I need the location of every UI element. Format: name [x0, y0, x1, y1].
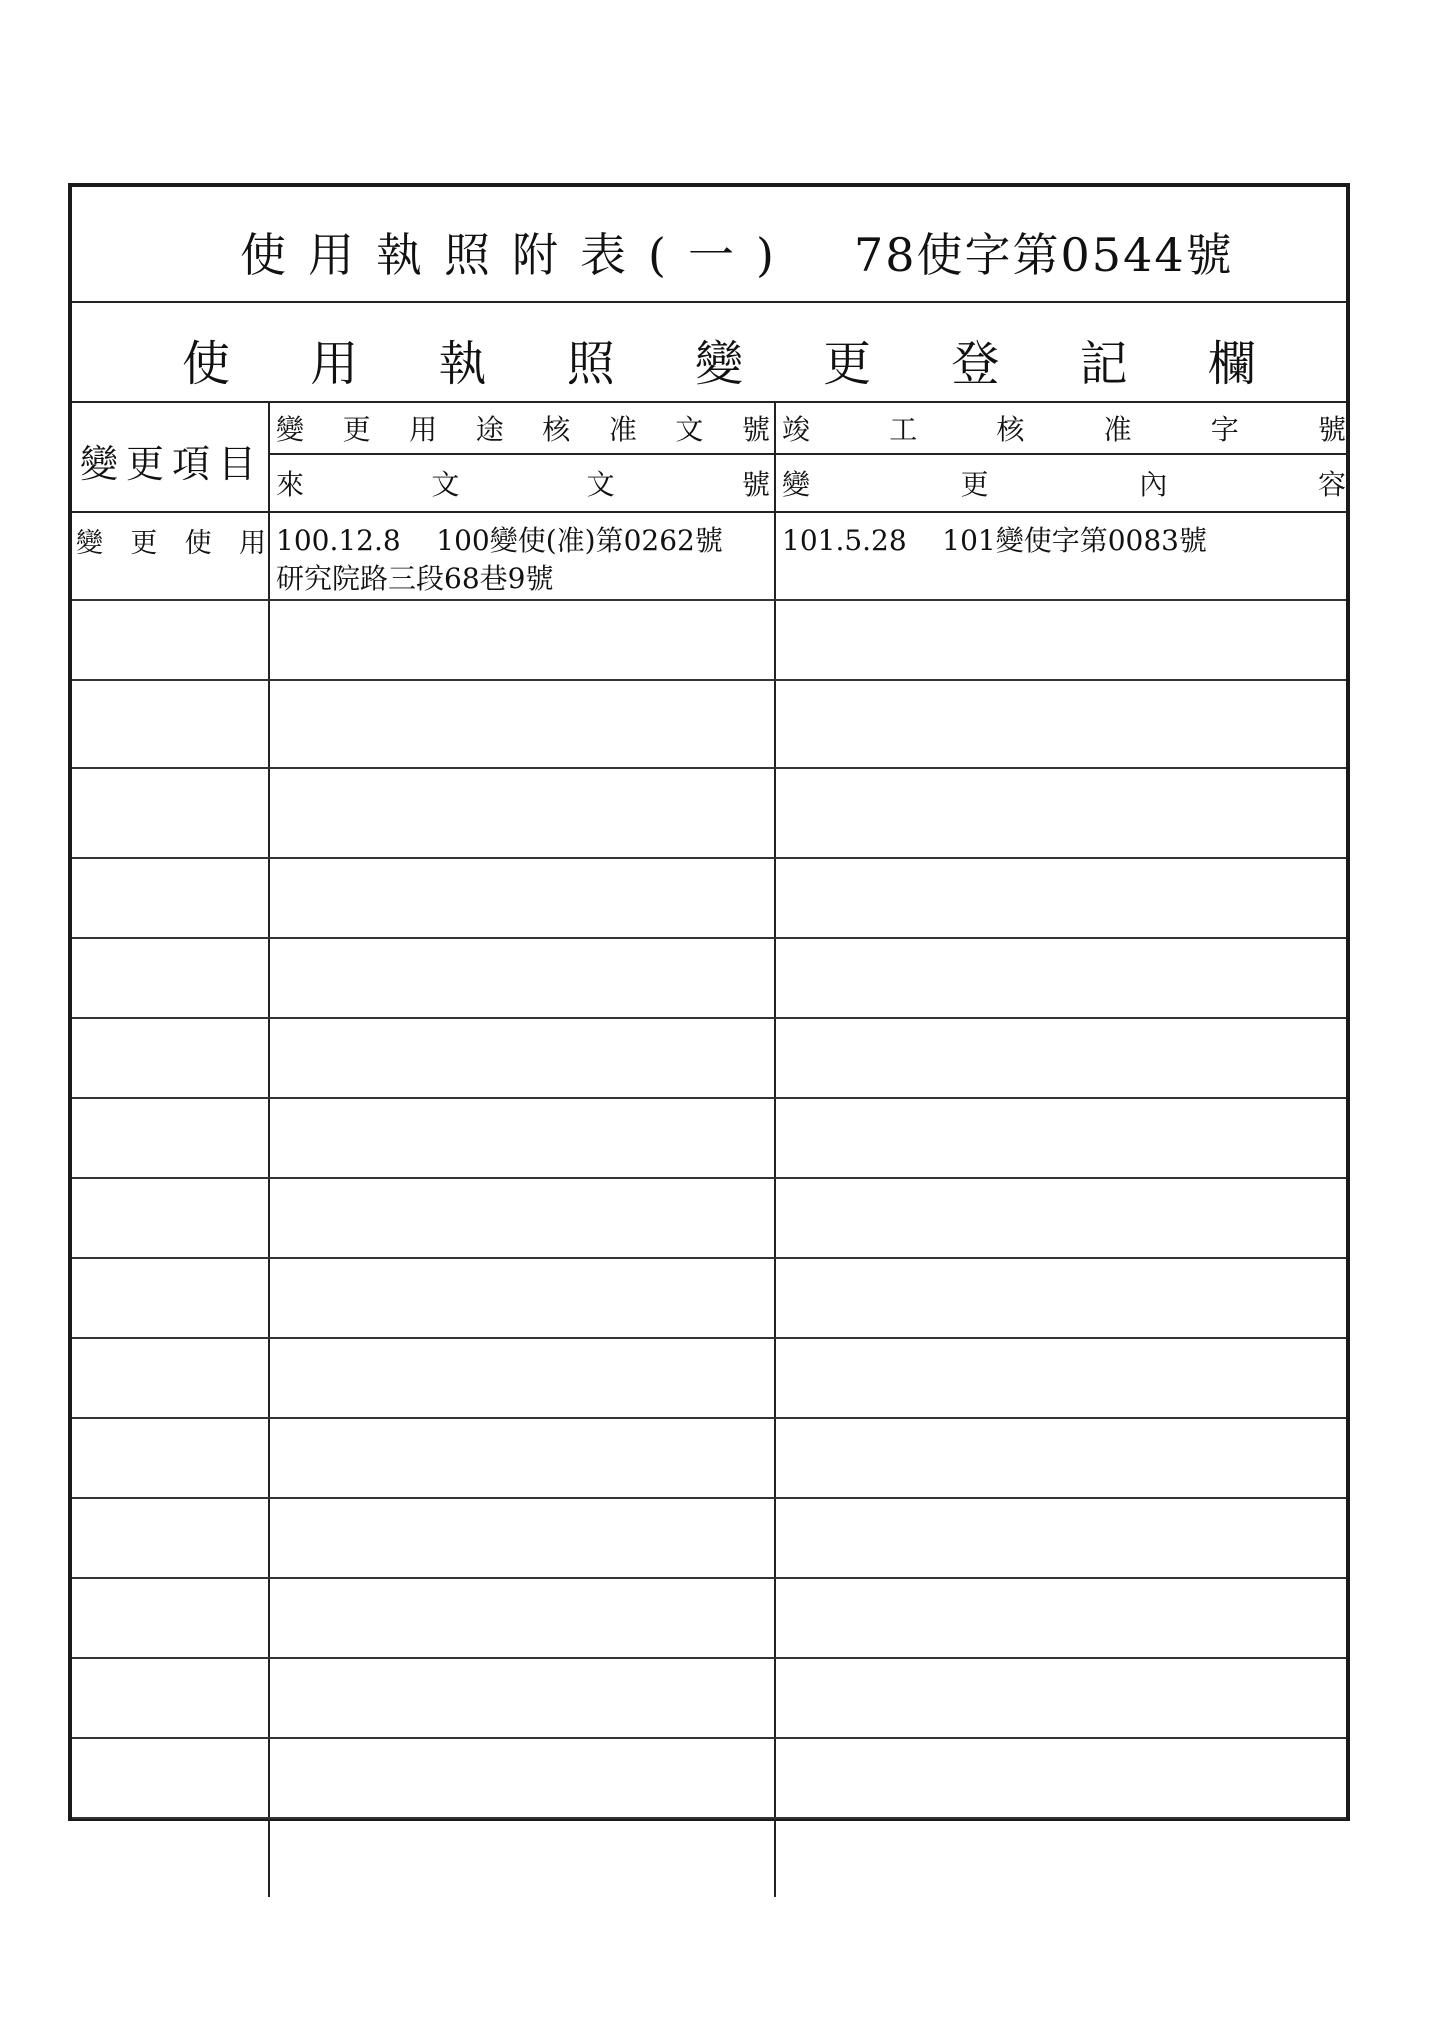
table-row — [72, 859, 1346, 939]
header-char: 核 — [996, 413, 1025, 446]
approval-cell — [270, 1339, 776, 1417]
subtitle-char: 變 — [694, 336, 743, 392]
table-row — [72, 1659, 1346, 1739]
table-row — [72, 769, 1346, 859]
header-change-item-label: 變更項目 — [80, 442, 265, 486]
approval-cell — [270, 939, 776, 1017]
subtitle-row — [72, 303, 1346, 403]
incoming-number: 研究院路三段68巷9號 — [276, 562, 554, 595]
change-item-cell — [72, 1419, 270, 1497]
change-item-cell — [72, 1339, 270, 1417]
table-row — [72, 1099, 1346, 1179]
completion-cell — [776, 1179, 1350, 1257]
subtitle-char: 記 — [1079, 336, 1128, 392]
approval-cell — [270, 1179, 776, 1257]
table-row — [72, 1739, 1346, 1819]
header-char: 更 — [960, 468, 989, 501]
table-row — [72, 939, 1346, 1019]
table-body — [72, 513, 1346, 1897]
table-row — [72, 513, 1346, 601]
completion-cell — [776, 859, 1350, 937]
table-row — [72, 601, 1346, 681]
header-char: 用 — [409, 413, 438, 446]
header-char: 竣 — [782, 413, 811, 446]
change-item-char: 使 — [184, 528, 212, 559]
completion-cell — [776, 1259, 1350, 1337]
change-item-cell — [72, 1259, 270, 1337]
change-item-cell — [72, 859, 270, 937]
header-char: 文 — [675, 413, 704, 446]
subtitle-char: 照 — [566, 336, 615, 392]
change-item-cell — [72, 1499, 270, 1577]
change-item-cell — [72, 939, 270, 1017]
header-char: 工 — [889, 413, 918, 446]
header-char: 途 — [475, 413, 504, 446]
table-row — [72, 1179, 1346, 1259]
change-item-cell — [72, 1019, 270, 1097]
completion-cell — [776, 769, 1350, 857]
permit-table — [68, 183, 1350, 1821]
subtitle-char: 用 — [310, 336, 359, 392]
header-char: 容 — [1317, 468, 1346, 501]
approval-number: 100.12.8 100變使(准)第0262號 — [276, 524, 723, 557]
approval-cell — [270, 513, 776, 599]
change-item-cell — [72, 1579, 270, 1657]
header-char: 文 — [431, 468, 460, 501]
header-char: 文 — [586, 468, 615, 501]
approval-cell — [270, 1019, 776, 1097]
header-change-content — [776, 455, 1350, 511]
completion-cell — [776, 1579, 1350, 1657]
document-title: 使用執照附表(一) — [240, 228, 796, 282]
subtitle-char: 登 — [951, 336, 1000, 392]
header-char: 字 — [1210, 413, 1239, 446]
completion-cell — [776, 681, 1350, 767]
approval-cell — [270, 1819, 776, 1897]
header-char: 號 — [741, 413, 770, 446]
approval-cell — [270, 1419, 776, 1497]
change-item-cell — [72, 513, 270, 599]
completion-cell — [776, 1739, 1350, 1817]
table-row — [72, 1019, 1346, 1099]
header-approval-number — [270, 403, 776, 455]
completion-cell — [776, 1339, 1350, 1417]
subtitle — [182, 325, 1256, 394]
approval-cell — [270, 769, 776, 857]
approval-cell — [270, 1259, 776, 1337]
completion-cell — [776, 1099, 1350, 1177]
header-completion-number — [776, 403, 1350, 455]
table-row — [72, 1419, 1346, 1499]
header-incoming-number — [270, 455, 776, 511]
table-row — [72, 1819, 1346, 1897]
table-row — [72, 1499, 1346, 1579]
table-row — [72, 681, 1346, 769]
title-row — [72, 187, 1346, 303]
change-item-cell — [72, 1739, 270, 1817]
header-char: 號 — [1317, 413, 1346, 446]
change-item-cell — [72, 769, 270, 857]
header-char: 來 — [276, 468, 305, 501]
header-char: 號 — [741, 468, 770, 501]
subtitle-char: 執 — [438, 336, 487, 392]
header-change-item — [72, 403, 270, 511]
header-char: 變 — [782, 468, 811, 501]
approval-cell — [270, 859, 776, 937]
approval-cell — [270, 681, 776, 767]
change-item-cell — [72, 601, 270, 679]
subtitle-char: 欄 — [1207, 336, 1256, 392]
approval-cell — [270, 1659, 776, 1737]
approval-cell — [270, 1499, 776, 1577]
completion-cell — [776, 939, 1350, 1017]
completion-cell — [776, 1659, 1350, 1737]
change-item-char: 更 — [130, 528, 158, 559]
completion-cell — [776, 601, 1350, 679]
table-row — [72, 1579, 1346, 1659]
approval-cell — [270, 1739, 776, 1817]
completion-cell — [776, 1419, 1350, 1497]
table-row — [72, 1339, 1346, 1419]
header-char: 內 — [1139, 468, 1168, 501]
approval-cell — [270, 1579, 776, 1657]
table-row — [72, 1259, 1346, 1339]
change-item-cell — [72, 1099, 270, 1177]
header-char: 准 — [608, 413, 637, 446]
change-item-char: 變 — [76, 528, 103, 559]
completion-cell — [776, 1819, 1350, 1897]
approval-cell — [270, 601, 776, 679]
header-char: 准 — [1103, 413, 1132, 446]
change-item-cell — [72, 1819, 270, 1897]
completion-cell — [776, 513, 1350, 599]
subtitle-char: 使 — [182, 336, 231, 392]
subtitle-char: 更 — [823, 336, 872, 392]
header-char: 更 — [342, 413, 371, 446]
header-char: 核 — [542, 413, 571, 446]
change-item-cell — [72, 1659, 270, 1737]
change-item-cell — [72, 681, 270, 767]
completion-cell — [776, 1499, 1350, 1577]
completion-cell — [776, 1019, 1350, 1097]
change-item-char: 用 — [238, 528, 266, 559]
header-char: 變 — [276, 413, 305, 446]
completion-number: 101.5.28 101變使字第0083號 — [782, 524, 1207, 557]
change-item — [76, 521, 266, 560]
approval-cell — [270, 1099, 776, 1177]
change-item-cell — [72, 1179, 270, 1257]
permit-number: 78使字第0544號 — [854, 228, 1234, 282]
